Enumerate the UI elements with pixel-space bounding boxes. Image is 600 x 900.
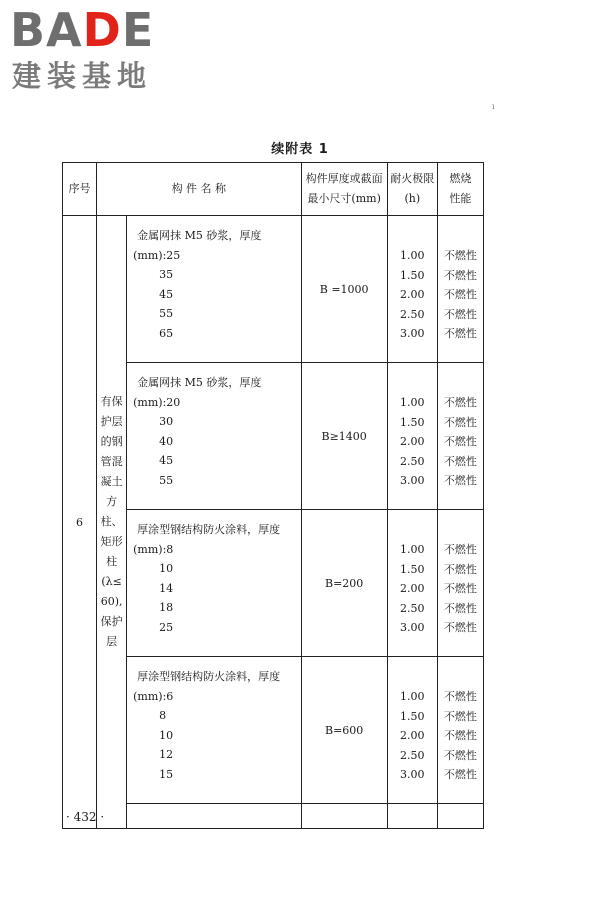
logo-word-right: E — [121, 3, 155, 57]
fire-limit-value: 2.50 — [400, 307, 425, 321]
logo-subtitle: 建装基地 — [12, 59, 153, 93]
thickness-value: 55 — [159, 473, 174, 487]
thickness-value: 55 — [159, 307, 174, 321]
combustion-value: 不燃性 — [443, 454, 477, 468]
combustion-value: 不燃性 — [443, 396, 477, 409]
combustion-value: 不燃性 — [443, 435, 477, 449]
empty-cell — [437, 804, 483, 829]
component-type-line: 方柱、 — [100, 495, 123, 528]
brand-logo — [10, 3, 180, 96]
combustion-value: 不燃性 — [443, 307, 477, 321]
thickness-value: (mm):8 — [133, 542, 174, 556]
component-type-line: 60), — [100, 595, 123, 608]
combustion-value: 不燃性 — [443, 690, 477, 703]
combustion-cell — [437, 363, 483, 510]
row-number-cell: 6 — [63, 216, 97, 829]
combustion-value: 不燃性 — [443, 327, 477, 341]
fire-limit-value: 1.00 — [400, 249, 425, 262]
thickness-value: 10 — [159, 562, 174, 576]
fire-limit-cell — [387, 657, 437, 804]
fire-limit-cell — [387, 216, 437, 363]
fire-limit-cell — [387, 510, 437, 657]
thickness-value: 35 — [159, 268, 174, 282]
thickness-value: (mm):6 — [133, 689, 174, 703]
section-dimension-cell: B≥1400 — [301, 363, 387, 510]
component-type-line: 凝土 — [100, 475, 123, 488]
fire-limit-value: 3.00 — [400, 327, 425, 341]
component-type-line: 管混 — [100, 455, 123, 468]
header-dim-line2: 最小尺寸(mm) — [307, 192, 381, 205]
stray-mark: ı — [492, 102, 495, 111]
fire-limit-value: 1.00 — [400, 396, 425, 409]
fire-limit-value: 3.00 — [400, 621, 425, 635]
combustion-value: 不燃性 — [443, 601, 477, 615]
component-type-line: 矩形 — [100, 535, 123, 548]
fire-limit-value: 2.00 — [400, 582, 425, 596]
combustion-cell — [437, 510, 483, 657]
table-title: 续附表 1 — [271, 142, 329, 157]
fire-limit-value: 2.00 — [400, 729, 425, 743]
header-limit-line2: (h) — [404, 192, 421, 205]
section-dimension-cell: B=600 — [301, 657, 387, 804]
header-dim-line1: 构件厚度或截面 — [305, 172, 383, 185]
header-limit — [387, 163, 437, 216]
component-type-line: (λ≤ — [101, 575, 122, 588]
logo-word-left: BA — [10, 3, 83, 57]
component-name-text: 金属网抹 M5 砂浆，厚度 — [137, 376, 262, 389]
header-name: 构 件 名 称 — [97, 163, 301, 216]
table-body — [63, 216, 484, 829]
combustion-cell — [437, 657, 483, 804]
fire-limit-value: 1.50 — [400, 709, 425, 723]
combustion-value: 不燃性 — [443, 709, 477, 723]
empty-cell — [127, 804, 301, 829]
fire-limit-value: 1.00 — [400, 690, 425, 703]
component-type-line: 保护 — [100, 615, 123, 628]
thickness-value: 40 — [159, 434, 174, 448]
thickness-value: 65 — [159, 326, 174, 340]
thickness-value: 30 — [159, 415, 174, 429]
component-name-text: 厚涂型钢结构防火涂料，厚度 — [137, 523, 281, 536]
header-dimension — [301, 163, 387, 216]
fire-limit-value: 1.50 — [400, 562, 425, 576]
combustion-value: 不燃性 — [443, 562, 477, 576]
combustion-value: 不燃性 — [443, 768, 477, 782]
combustion-value: 不燃性 — [443, 748, 477, 762]
thickness-value: (mm):25 — [133, 248, 181, 262]
page-number: · 432 · — [66, 810, 105, 824]
component-name-text: 厚涂型钢结构防火涂料，厚度 — [137, 670, 281, 683]
component-type-line: 有保 — [100, 395, 123, 408]
component-name-text: 金属网抹 M5 砂浆，厚度 — [137, 229, 262, 242]
component-type-line: 护层 — [100, 415, 123, 428]
fire-limit-value: 3.00 — [400, 474, 425, 488]
combustion-value: 不燃性 — [443, 249, 477, 262]
fire-limit-value: 2.50 — [400, 748, 425, 762]
fire-limit-value: 2.00 — [400, 288, 425, 302]
combustion-value: 不燃性 — [443, 543, 477, 556]
header-burn-line1: 燃烧 — [449, 172, 472, 185]
fire-limit-value: 1.50 — [400, 268, 425, 282]
component-type-line: 层 — [106, 635, 118, 648]
thickness-value: 8 — [159, 709, 167, 723]
logo-wordmark — [10, 3, 155, 57]
combustion-value: 不燃性 — [443, 474, 477, 488]
header-limit-line1: 耐火极限 — [390, 172, 435, 185]
section-dimension-cell: B=200 — [301, 510, 387, 657]
fire-limit-value: 1.50 — [400, 415, 425, 429]
thickness-value: 15 — [159, 767, 174, 781]
header-burn-line2: 性能 — [449, 192, 472, 205]
combustion-value: 不燃性 — [443, 729, 477, 743]
thickness-value: 45 — [159, 454, 174, 468]
logo-word-accent: D — [82, 3, 122, 57]
component-name-cell — [127, 657, 301, 804]
combustion-value: 不燃性 — [443, 288, 477, 302]
fire-limit-value: 2.50 — [400, 601, 425, 615]
thickness-value: (mm):20 — [133, 395, 181, 409]
thickness-value: 14 — [159, 581, 174, 595]
table-row — [63, 216, 484, 363]
component-name-cell — [127, 216, 301, 363]
table-header-row — [63, 163, 484, 216]
empty-cell — [387, 804, 437, 829]
header-burn — [437, 163, 483, 216]
component-type-line: 柱 — [106, 555, 118, 568]
thickness-value: 25 — [159, 620, 174, 634]
combustion-value: 不燃性 — [443, 415, 477, 429]
header-no: 序号 — [63, 163, 97, 216]
combustion-value: 不燃性 — [443, 268, 477, 282]
component-type-line: 的钢 — [100, 435, 123, 448]
component-name-cell — [127, 363, 301, 510]
fire-resistance-table — [62, 162, 484, 829]
fire-limit-value: 2.50 — [400, 454, 425, 468]
component-name-cell — [127, 510, 301, 657]
component-type-cell — [97, 216, 127, 829]
fire-limit-value: 3.00 — [400, 768, 425, 782]
thickness-value: 10 — [159, 728, 174, 742]
fire-limit-value: 1.00 — [400, 543, 425, 556]
fire-limit-value: 2.00 — [400, 435, 425, 449]
combustion-cell — [437, 216, 483, 363]
fire-limit-cell — [387, 363, 437, 510]
combustion-value: 不燃性 — [443, 621, 477, 635]
thickness-value: 12 — [159, 748, 174, 762]
thickness-value: 45 — [159, 287, 174, 301]
empty-cell — [301, 804, 387, 829]
combustion-value: 不燃性 — [443, 582, 477, 596]
thickness-value: 18 — [159, 601, 174, 615]
section-dimension-cell: B =1000 — [301, 216, 387, 363]
